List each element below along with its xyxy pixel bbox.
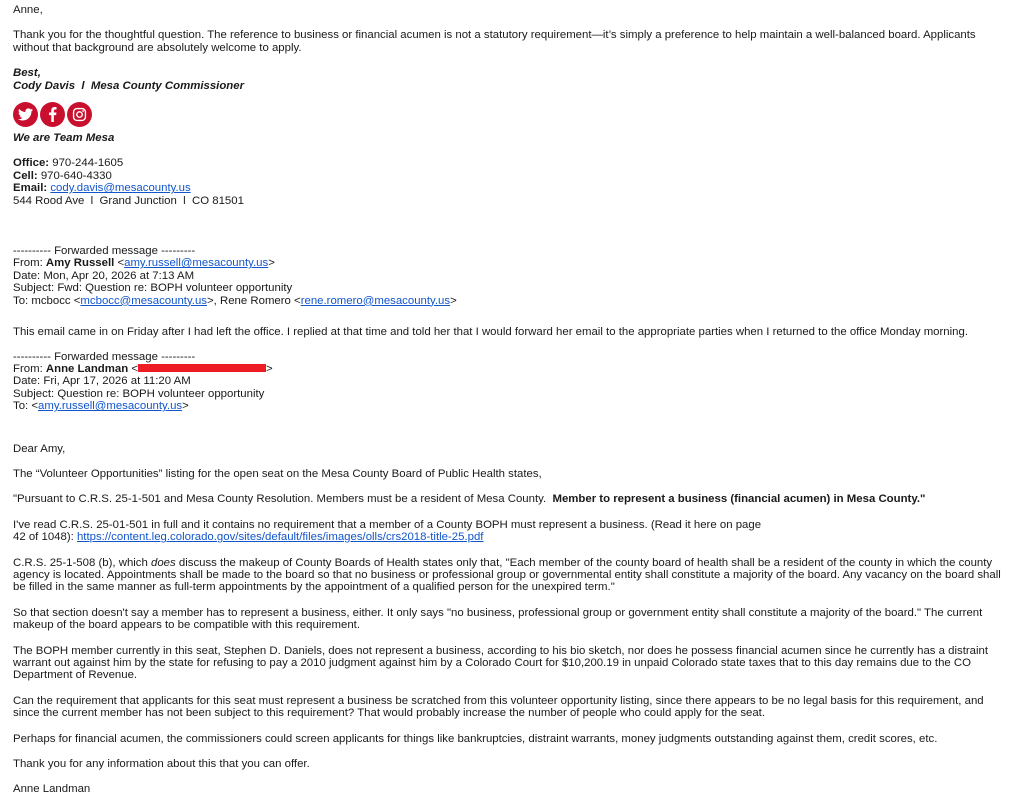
signature-address: 544 Rood Ave l Grand Junction l CO 81501 bbox=[13, 194, 244, 207]
recipient-email-link[interactable]: mcbocc@mesacounty.us bbox=[80, 294, 207, 307]
forward-date: Date: Mon, Apr 20, 2026 at 7:13 AM bbox=[13, 269, 195, 282]
paragraph: "Pursuant to C.R.S. 25-1-501 and Mesa County Resolution. Members must be a resident of Mesa County. Member to represent a business (financial acumen) in Mesa County." bbox=[13, 493, 926, 506]
forward-from: From: Anne Landman < > bbox=[13, 362, 273, 375]
office-label: Office: bbox=[13, 157, 50, 170]
recipient-email-link[interactable]: amy.russell@mesacounty.us bbox=[38, 400, 183, 413]
office-value: 970-244-1605 bbox=[49, 157, 124, 170]
forward-header-2 bbox=[13, 351, 1013, 413]
closing-name: Anne Landman bbox=[13, 783, 91, 796]
signature bbox=[13, 67, 1013, 207]
forward-header-1 bbox=[13, 245, 1013, 307]
email-body bbox=[13, 4, 1013, 796]
forward-subject: Subject: Question re: BOPH volunteer opportunity bbox=[13, 387, 265, 400]
signature-email bbox=[13, 182, 1013, 194]
email-link[interactable]: cody.davis@mesacounty.us bbox=[50, 182, 191, 195]
paragraph: I've read C.R.S. 25-01-501 in full and it contains no requirement that a member of a County BOPH must represent a business. (Read it here on page 42 of 1048): https://content.leg.colorado.gov/sites/default/files/images/olls/crs2018-title-25.pdf bbox=[13, 518, 762, 544]
cell-label: Cell: bbox=[13, 169, 38, 182]
instagram-icon[interactable] bbox=[67, 102, 92, 127]
social-icons bbox=[13, 102, 1013, 128]
statute-link[interactable]: https://content.leg.colorado.gov/sites/default/files/images/olls/crs2018-title-25.pdf bbox=[76, 531, 484, 544]
forward-divider: ---------- Forwarded message --------- bbox=[13, 350, 196, 363]
forward-to: To: mcbocc <mcbocc@mesacounty.us>, Rene Romero <rene.romero@mesacounty.us> bbox=[13, 294, 457, 307]
email-label: Email: bbox=[13, 182, 48, 195]
redacted-email bbox=[138, 364, 266, 372]
forward-note: This email came in on Friday after I had left the office. I replied at that time and told her that I would forward her email to the appropriate parties when I returned to the office Monday morning. bbox=[13, 326, 969, 339]
forward-divider: ---------- Forwarded message --------- bbox=[13, 245, 196, 258]
paragraph: The “Volunteer Opportunities” listing for the open seat on the Mesa County Board of Public Health states, bbox=[13, 467, 542, 480]
reply-body: Thank you for the thoughtful question. The reference to business or financial acumen is not a statutory requirement—it’s simply a preference to help maintain a well-balanced board. Applicants without that background are absolutely welcome to apply. bbox=[13, 29, 976, 54]
forward-subject: Subject: Fwd: Question re: BOPH volunteer opportunity bbox=[13, 282, 293, 295]
sender-name: Amy Russell bbox=[45, 257, 115, 270]
signature-office bbox=[13, 157, 1013, 169]
forward-from: From: Amy Russell <amy.russell@mesacounty.us> bbox=[13, 257, 275, 270]
twitter-icon[interactable] bbox=[13, 102, 38, 127]
cell-value: 970-640-4330 bbox=[37, 169, 112, 182]
forward-date: Date: Fri, Apr 17, 2026 at 11:20 AM bbox=[13, 375, 191, 388]
signature-closing: Best, bbox=[13, 67, 41, 80]
salutation: Dear Amy, bbox=[13, 442, 66, 455]
paragraph: So that section doesn't say a member has to represent a business, either. It only says "no business, professional group or government entity shall constitute a majority of the board." The current makeup of the board appears to be compatible with this requirement. bbox=[13, 606, 983, 632]
recipient-email-link[interactable]: rene.romero@mesacounty.us bbox=[300, 294, 451, 307]
paragraph: C.R.S. 25-1-508 (b), which does discuss the makeup of County Boards of Health states only that, "Each member of the county board of health shall be a resident of the county in which the county agency is located. Appointments shall be made to the board so that no business or professional group or governmental entity shall constitute a majority of the board. Any vacancy on the board shall be filled in the same manner as full-term appointments by the appointment of a qualified person for the unexpired term." bbox=[13, 556, 1001, 594]
signature-name-title: Cody Davis l Mesa County Commissioner bbox=[13, 79, 245, 92]
forward-to: To: <amy.russell@mesacounty.us> bbox=[13, 400, 189, 413]
paragraph: Perhaps for financial acumen, the commissioners could screen applicants for things like bankruptcies, distraint warrants, money judgments outstanding against them, credit scores, etc. bbox=[13, 732, 938, 745]
signature-tagline: We are Team Mesa bbox=[13, 132, 115, 145]
reply-greeting: Anne, bbox=[13, 4, 43, 16]
bold-quote: Member to represent a business (financial acumen) in Mesa County." bbox=[552, 493, 926, 506]
paragraph: The BOPH member currently in this seat, Stephen D. Daniels, does not represent a business, according to his bio sketch, nor does he possess financial acumen since he currently has a distraint warrant out against him by the state for refusing to pay a 2010 judgment against him by a Colorado Court for $10,200.19 in unpaid Colorado state taxes that to this day remains due to the CO Department of Revenue. bbox=[13, 644, 989, 682]
paragraph: Can the requirement that applicants for this seat must represent a business be scratched from this volunteer opportunity listing, since there appears to be no legal basis for this requirement, and since the current member has not been subject to this requirement? That would probably increase the number of people who could apply for the seat. bbox=[13, 694, 984, 720]
signature-cell bbox=[13, 170, 1013, 182]
paragraph: Thank you for any information about this that you can offer. bbox=[13, 758, 310, 771]
sender-name: Anne Landman bbox=[45, 362, 129, 375]
facebook-icon[interactable] bbox=[40, 102, 65, 127]
sender-email-link[interactable]: amy.russell@mesacounty.us bbox=[124, 257, 269, 270]
